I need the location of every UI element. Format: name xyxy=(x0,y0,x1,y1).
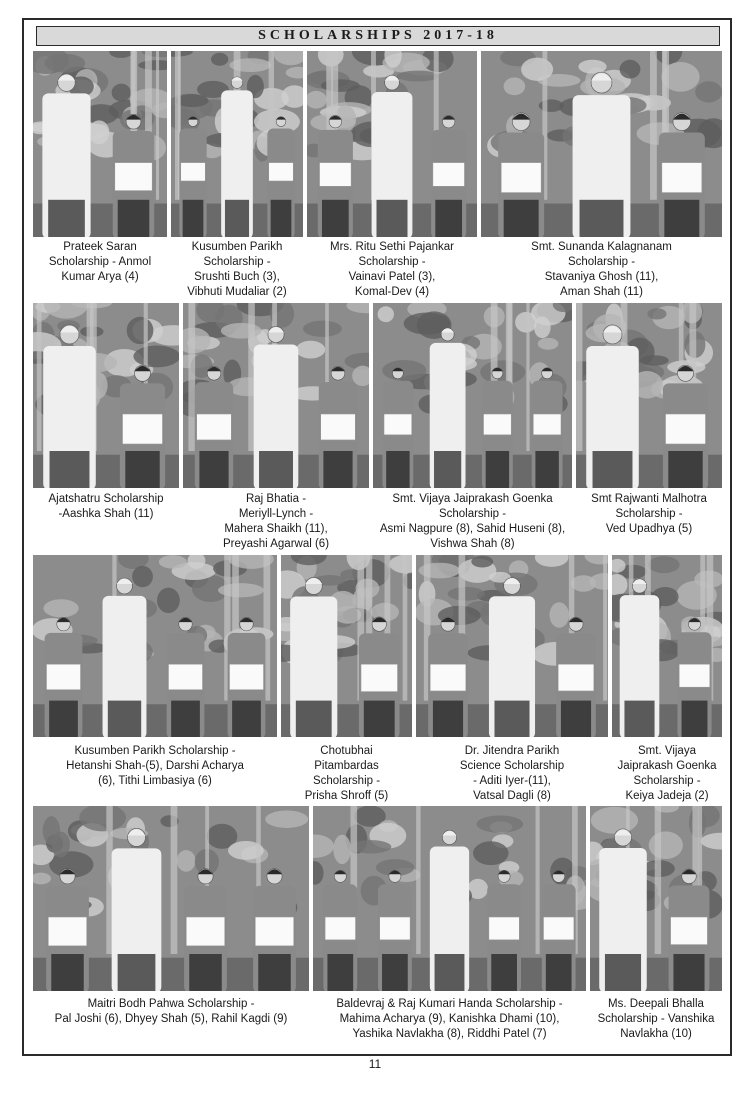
student-figure xyxy=(253,869,296,991)
caption-line: Jaiprakash Goenka xyxy=(617,760,717,772)
principal-figure xyxy=(586,325,639,488)
caption-line: -Aashka Shah (11) xyxy=(58,508,154,520)
award-caption-10 xyxy=(276,744,417,804)
photo-scene xyxy=(33,303,179,488)
student-figure xyxy=(167,617,205,737)
caption-line: Scholarship - xyxy=(312,775,381,787)
principal-figure xyxy=(254,326,299,488)
principal-figure xyxy=(430,830,469,991)
award-caption-8 xyxy=(571,492,727,537)
photo-scene xyxy=(33,51,167,237)
award-caption-3 xyxy=(302,240,482,300)
student-figure xyxy=(179,117,206,237)
page-title: SCHOLARSHIPS 2017-18 xyxy=(36,26,720,46)
principal-figure xyxy=(103,578,147,737)
award-photo-10 xyxy=(281,555,412,737)
award-caption-9 xyxy=(28,744,282,789)
award-photo-5 xyxy=(33,303,179,488)
caption-line: Kusumben Parikh Scholarship - xyxy=(74,745,236,757)
photo-scene xyxy=(590,806,722,991)
caption-line: Scholarship - xyxy=(633,775,701,787)
caption-line: Mahima Acharya (9), Kanishka Dhami (10), xyxy=(339,1013,560,1025)
caption-line: Scholarship - xyxy=(615,508,683,520)
caption-line: Keiya Jadeja (2) xyxy=(625,790,709,802)
student-figure xyxy=(487,870,521,991)
student-figure xyxy=(428,617,468,737)
award-photo-1 xyxy=(33,51,167,237)
student-figure xyxy=(228,617,266,737)
award-photo-15 xyxy=(590,806,722,991)
photo-scene xyxy=(33,555,277,737)
student-figure xyxy=(195,366,233,488)
student-figure xyxy=(319,366,357,488)
photo-scene xyxy=(307,51,477,237)
student-figure xyxy=(184,869,227,991)
award-photo-2 xyxy=(171,51,303,237)
photo-scene xyxy=(416,555,608,737)
principal-figure xyxy=(489,578,535,737)
student-figure xyxy=(542,870,576,991)
student-figure xyxy=(556,617,596,737)
photo-scene xyxy=(183,303,369,488)
photo-scene xyxy=(481,51,722,237)
caption-line: Scholarship - Anmol xyxy=(48,256,152,268)
student-figure xyxy=(113,114,155,237)
photo-scene xyxy=(612,555,722,737)
caption-line: Scholarship - xyxy=(358,256,426,268)
caption-line: Scholarship - xyxy=(203,256,271,268)
award-caption-15 xyxy=(585,997,727,1042)
award-photo-4 xyxy=(481,51,722,237)
page-number: 11 xyxy=(368,1057,382,1071)
principal-figure xyxy=(42,74,90,237)
principal-figure xyxy=(372,75,413,237)
caption-line: Ved Upadhya (5) xyxy=(605,523,693,535)
photo-scene xyxy=(171,51,303,237)
principal-figure xyxy=(112,828,162,991)
caption-line: Mahera Shaikh (11), xyxy=(224,523,328,535)
photo-scene xyxy=(373,303,572,488)
caption-line: Smt. Sunanda Kalagnanam xyxy=(531,241,672,253)
award-photo-11 xyxy=(416,555,608,737)
caption-line: Smt Rajwanti Malhotra xyxy=(591,493,707,505)
principal-figure xyxy=(620,579,660,737)
caption-line: Mrs. Ritu Sethi Pajankar xyxy=(330,241,454,253)
award-caption-4 xyxy=(476,240,727,300)
award-caption-14 xyxy=(308,997,591,1042)
photo-scene xyxy=(313,806,586,991)
award-photo-7 xyxy=(373,303,572,488)
caption-line: Kusumben Parikh xyxy=(191,241,283,253)
caption-line: (6), Tithi Limbasiya (6) xyxy=(98,775,212,787)
caption-line: - Aditi Iyer-(11), xyxy=(473,775,551,787)
caption-line: Hetanshi Shah-(5), Darshi Acharya xyxy=(66,760,244,772)
caption-line: Chotubhai xyxy=(320,745,373,757)
caption-line: Raj Bhatia - xyxy=(245,493,307,505)
student-figure xyxy=(267,117,294,237)
student-figure xyxy=(45,617,83,737)
student-figure xyxy=(323,870,357,991)
award-caption-7 xyxy=(368,492,577,552)
award-photo-3 xyxy=(307,51,477,237)
caption-line: Vishwa Shah (8) xyxy=(430,538,515,550)
caption-line: Aman Shah (11) xyxy=(560,286,643,298)
student-figure xyxy=(382,368,413,488)
principal-figure xyxy=(573,72,631,237)
caption-line: Kumar Arya (4) xyxy=(61,271,139,283)
caption-line: Maitri Bodh Pahwa Scholarship - xyxy=(87,998,255,1010)
student-figure xyxy=(482,368,513,488)
principal-figure xyxy=(43,325,96,488)
caption-line: Komal-Dev (4) xyxy=(354,286,430,298)
student-figure xyxy=(46,869,89,991)
caption-line: Meriyll-Lynch - xyxy=(238,508,314,520)
award-photo-8 xyxy=(576,303,722,488)
caption-line: Yashika Navlakha (8), Riddhi Patel (7) xyxy=(352,1028,547,1040)
principal-figure xyxy=(290,577,337,737)
caption-line: Vainavi Patel (3), xyxy=(348,271,436,283)
student-figure xyxy=(669,869,710,991)
award-caption-11 xyxy=(411,744,613,804)
photo-scene xyxy=(33,806,309,991)
student-figure xyxy=(677,618,711,737)
student-figure xyxy=(663,365,708,488)
award-photo-6 xyxy=(183,303,369,488)
principal-figure xyxy=(221,77,253,237)
caption-line: Stavaniya Ghosh (11), xyxy=(544,271,659,283)
photo-scene xyxy=(281,555,412,737)
caption-line: Science Scholarship xyxy=(459,760,565,772)
caption-line: Srushti Buch (3), xyxy=(194,271,280,283)
caption-line: Smt. Vijaya xyxy=(638,745,696,757)
award-caption-6 xyxy=(178,492,374,552)
caption-line: Pitambardas xyxy=(314,760,379,772)
caption-line: Scholarship - Vanshika xyxy=(597,1013,715,1025)
award-caption-13 xyxy=(28,997,314,1027)
caption-line: Ms. Deepali Bhalla xyxy=(608,998,704,1010)
award-caption-12 xyxy=(607,744,727,804)
award-caption-1 xyxy=(28,240,172,285)
caption-line: Scholarship - xyxy=(438,508,507,520)
student-figure xyxy=(359,617,400,737)
caption-line: Prateek Saran xyxy=(63,241,137,253)
caption-line: Smt. Vijaya Jaiprakash Goenka xyxy=(392,493,553,505)
caption-line: Ajatshatru Scholarship xyxy=(48,493,164,505)
caption-line: Pal Joshi (6), Dhyey Shah (5), Rahil Kagdi (9) xyxy=(54,1013,288,1025)
photo-scene xyxy=(576,303,722,488)
student-figure xyxy=(532,368,563,488)
caption-line: Asmi Nagpure (8), Sahid Huseni (8), xyxy=(379,523,566,535)
caption-line: Vibhuti Mudaliar (2) xyxy=(187,286,287,298)
student-figure xyxy=(431,115,466,237)
award-photo-13 xyxy=(33,806,309,991)
caption-line: Preyashi Agarwal (6) xyxy=(222,538,330,550)
student-figure xyxy=(318,115,353,237)
principal-figure xyxy=(430,328,466,488)
caption-line: Prisha Shroff (5) xyxy=(304,790,389,802)
award-photo-12 xyxy=(612,555,722,737)
caption-line: Dr. Jitendra Parikh xyxy=(464,745,560,757)
award-caption-5 xyxy=(28,492,184,522)
student-figure xyxy=(378,870,412,991)
principal-figure xyxy=(599,829,647,991)
student-figure xyxy=(120,365,165,488)
caption-line: Navlakha (10) xyxy=(620,1028,692,1040)
award-caption-2 xyxy=(166,240,308,300)
caption-line: Vatsal Dagli (8) xyxy=(473,790,551,802)
award-photo-14 xyxy=(313,806,586,991)
caption-line: Scholarship - xyxy=(567,256,636,268)
award-photo-9 xyxy=(33,555,277,737)
caption-line: Baldevraj & Raj Kumari Handa Scholarship - xyxy=(336,998,563,1010)
